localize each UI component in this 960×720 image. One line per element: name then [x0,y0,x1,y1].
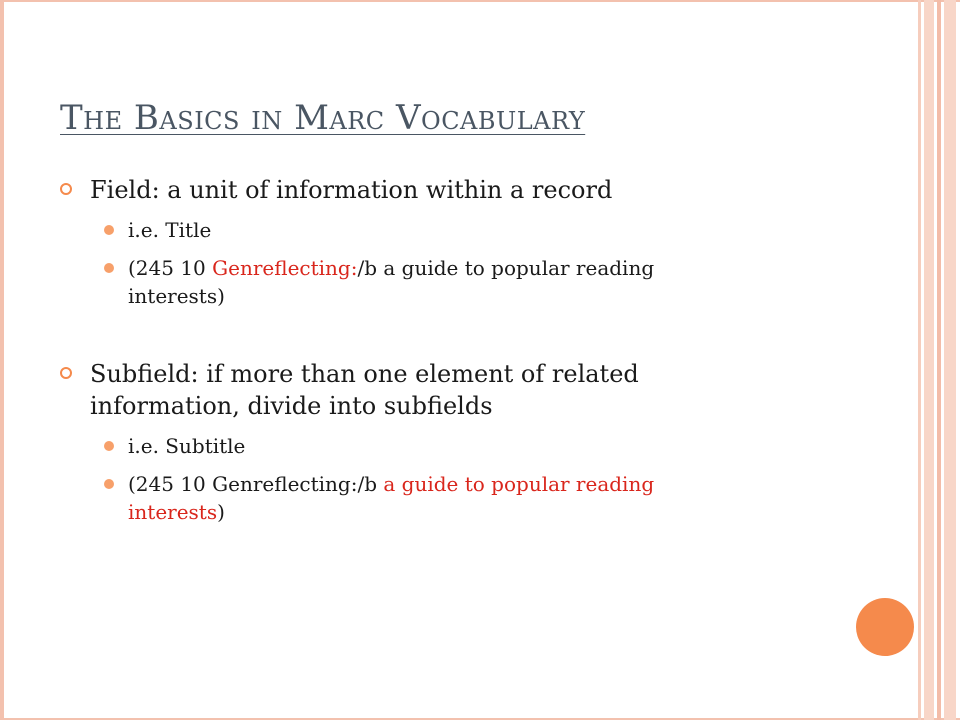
dot-bullet-icon [104,479,114,489]
dot-bullet-icon [104,441,114,451]
subfield-definition-line-2: information, divide into subfields [90,392,493,420]
frame-top-border [0,0,960,2]
marc-sub-line-1-highlight: a guide to popular reading [383,472,655,496]
sub-bullet-subtitle-example [60,432,840,460]
frame-left-border [0,0,4,720]
marc-sub-line-2-highlight: interests [128,500,218,524]
subfield-definition-line-1: Subfield: if more than one element of related [90,360,639,388]
example-title: i.e. Title [128,218,212,242]
slide-content [60,174,840,526]
sub-bullet-subfield-marc [60,470,840,526]
decorative-stripes [918,0,960,720]
example-subtitle: i.e. Subtitle [128,434,246,458]
marc-line-1-post: /b a guide to popular reading [357,256,655,280]
sub-bullet-field-marc [60,254,840,310]
decorative-circle [856,598,914,656]
marc-line-2: interests) [128,284,225,308]
bullet-field [60,174,840,206]
dot-bullet-icon [104,225,114,235]
dot-bullet-icon [104,263,114,273]
field-definition: Field: a unit of information within a record [90,176,613,204]
ring-bullet-icon [60,367,72,379]
marc-sub-line-2-post: ) [217,500,225,524]
sub-bullet-title-example [60,216,840,244]
marc-line-1-pre: (245 10 [128,256,213,280]
slide-title: The Basics in Marc Vocabulary [60,98,586,138]
marc-sub-line-1-pre: (245 10 Genreflecting:/b [128,472,384,496]
ring-bullet-icon [60,183,72,195]
bullet-subfield [60,358,840,422]
marc-line-1-highlight: Genreflecting: [212,256,358,280]
